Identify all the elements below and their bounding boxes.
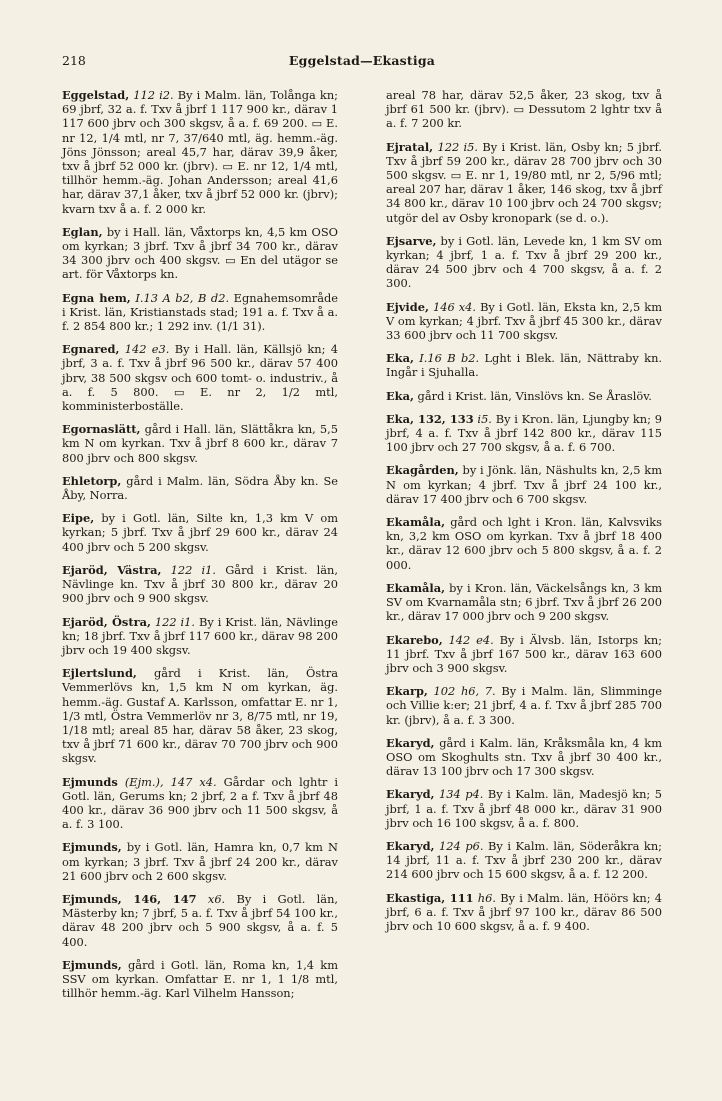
entry-headword: Eggelstad, <box>62 88 130 102</box>
entry-map-reference: 102 h6, 7. <box>433 684 496 699</box>
dictionary-entry <box>386 412 662 455</box>
dictionary-entry <box>62 840 338 883</box>
entry-headword: Ehletorp, <box>62 473 122 488</box>
entry-text: By i Hall. län, Källsjö kn; 4 jbrf, 3 a. f. Txv å jbrf 96 500 kr., därav 57 400 jbrv, 38 500 skgsv och 600 tomt- o. industriv., å a. f. 5 800. ▭ E. nr 2, 1/2 mtl, komministerboställe. <box>62 342 338 414</box>
dictionary-entry <box>386 351 662 379</box>
entry-text: By i Kalm. län, Madesjö kn; 5 jbrf, 1 a. f. Txv å jbrf 48 000 kr., därav 31 900 jbrv och 16 100 skgsv, å a. f. 800. <box>386 787 662 830</box>
dictionary-entry <box>386 234 662 291</box>
entry-text: By i Malm. län, Höörs kn; 4 jbrf, 6 a. f. Txv å jbrf 97 100 kr., därav 86 500 jbrv och 10 600 skgsv, å a. f. 9 400. <box>386 890 663 933</box>
entry-text: By i Kron. län, Ljungby kn; 9 jbrf, 4 a. f. Txv å jbrf 142 800 kr., därav 115 100 jbrv och 27 700 skgsv, å a. f. 6 700. <box>386 411 662 455</box>
dictionary-entry <box>62 563 338 606</box>
entry-text: by i Gotl. län, Silte kn, 1,3 km V om kyrkan; 5 jbrf. Txv å jbrf 29 600 kr., därav 24 400 jbrv och 5 200 skgsv. <box>62 511 338 554</box>
entry-headword: Ejmunds, <box>62 840 122 855</box>
entry-headword: Eipe, <box>62 511 95 526</box>
dictionary-entry <box>62 225 338 282</box>
dictionary-entry <box>386 389 662 403</box>
entry-headword: Ekaryd, <box>386 735 435 750</box>
entry-text: gård i Kalm. län, Kråksmåla kn, 4 km OSO om Skoghults stn. Txv å jbrf 30 400 kr., därav 13 100 jbrv och 17 300 skgsv. <box>386 735 662 779</box>
dictionary-entry <box>62 422 338 465</box>
dictionary-entry <box>386 140 662 225</box>
entry-headword: Ejmunds, <box>62 957 122 972</box>
entry-map-reference: 122 i5. <box>437 139 479 154</box>
dictionary-entry <box>62 615 338 658</box>
entry-headword: Ejaröd, Östra, <box>62 614 151 629</box>
dictionary-entry <box>386 463 662 506</box>
entry-map-reference: 146 x4. <box>432 299 477 314</box>
entry-headword: Ekarp, <box>386 684 428 699</box>
entry-map-reference: 142 e3. <box>124 342 170 357</box>
entry-map-reference: 142 e4. <box>448 632 494 647</box>
entry-headword: Egna hem, <box>62 290 131 305</box>
dictionary-entry <box>386 581 662 624</box>
entry-text: by i Jönk. län, Näshults kn, 2,5 km N om kyrkan; 4 jbrf. Txv å jbrf 24 100 kr., därav 17 400 jbrv och 6 700 skgsv. <box>386 463 662 506</box>
entry-headword: Eka, 132, 133 <box>386 411 474 426</box>
entry-text: By i Älvsb. län, Istorps kn; 11 jbrf. Txv å jbrf 167 500 kr., därav 163 600 jbrv och 3 900 skgsv. <box>386 632 662 675</box>
entry-headword: Ekaryd, <box>386 787 435 802</box>
entry-text: gård i Krist. län, Vinslövs kn. Se Åraslöv. <box>417 388 652 403</box>
entry-headword: Ekagården, <box>386 463 459 478</box>
dictionary-entry <box>386 633 662 676</box>
entry-text: By i Gotl. län, Mästerby kn; 7 jbrf, 5 a. f. Txv å jbrf 54 100 kr., därav 48 200 jbrv och 5 900 skgsv, å a. f. 5 400. <box>62 891 339 949</box>
entry-text: By i Gotl. län, Eksta kn, 2,5 km V om kyrkan; 4 jbrf. Txv å jbrf 45 300 kr., därav 33 600 jbrv och 11 700 skgsv. <box>386 299 662 343</box>
entry-text: by i Kron. län, Väckelsångs kn, 3 km SV om Kvarnamåla stn; 6 jbrf. Txv å jbrf 26 200 kr., därav 17 000 jbrv och 9 200 skgsv. <box>386 580 662 624</box>
entry-headword: Ejmunds, 146, 147 <box>62 891 197 906</box>
entry-text: By i Kalm. län, Söderåkra kn; 14 jbrf, 11 a. f. Txv å jbrf 230 200 kr., därav 214 600 jbrv och 15 600 skgsv, å a. f. 12 200. <box>386 838 662 882</box>
dictionary-entry <box>386 839 662 882</box>
dictionary-entry <box>62 291 338 334</box>
entry-map-reference: I.16 B b2. <box>419 351 480 366</box>
entry-map-reference: 122 i1. <box>154 614 196 629</box>
entry-map-reference: h6. <box>477 890 497 905</box>
entry-text: by i Gotl. län, Levede kn, 1 km SV om kyrkan; 4 jbrf, 1 a. f. Txv å jbrf 29 200 kr., därav 24 500 jbrv och 4 700 skgsv, å a. f. 2 300. <box>386 233 662 291</box>
entry-text: Egnahemsområde i Krist. län, Kristianstads stad; 191 a. f. Txv å a. f. 2 854 800 kr.; 1 292 inv. (1/1 31). <box>62 290 339 334</box>
running-head: Eggelstad—Ekastiga <box>288 53 436 68</box>
left-column <box>62 88 338 1009</box>
dictionary-entry <box>62 775 338 832</box>
entry-text: gård i Krist. län, Östra Vemmerlövs kn, 1,5 km N om kyrkan, äg. hemm.-äg. Gustaf A. Karlsson, omfattar E. nr 1, 1/3 mtl, Östra Vemmerlöv nr 3, 8/75 mtl, nr 19, 1/18 mtl; areal 85 har, därav 58 åker, 23 skog, txv å jbrf 71 600 kr., därav 70 700 jbrv och 900 skgsv. <box>62 666 338 766</box>
entry-headword: Ejaröd, Västra, <box>62 562 162 577</box>
dictionary-entry <box>62 511 338 554</box>
dictionary-entry <box>62 474 338 502</box>
entry-text: gård i Hall. län, Slättåkra kn, 5,5 km N om kyrkan. Txv å jbrf 8 600 kr., därav 7 800 jbrv och 800 skgsv. <box>62 422 338 465</box>
dictionary-entry <box>386 684 662 727</box>
dictionary-entry <box>62 892 338 949</box>
dictionary-entry <box>386 88 662 131</box>
dictionary-entry <box>62 88 338 216</box>
page-number: 218 <box>62 53 86 68</box>
entry-text: by i Gotl. län, Hamra kn, 0,7 km N om kyrkan; 3 jbrf. Txv å jbrf 24 200 kr., därav 21 600 jbrv och 2 600 skgsv. <box>62 840 338 883</box>
entry-headword: Egornaslätt, <box>62 422 141 437</box>
dictionary-entry <box>386 515 662 572</box>
dictionary-entry <box>386 736 662 779</box>
entry-headword: Eka, <box>386 388 414 403</box>
entry-map-reference: x6. <box>207 891 226 906</box>
entry-text: gård i Gotl. län, Roma kn, 1,4 km SSV om kyrkan. Omfattar E. nr 1, 1 1/8 mtl, tillhör hemm.-äg. Karl Vilhelm Hansson; <box>62 957 338 1001</box>
entry-headword: Ejratal, <box>386 139 434 154</box>
entry-text: areal 78 har, därav 52,5 åker, 23 skog, txv å jbrf 61 500 kr. (jbrv). ▭ Dessutom 2 lghtr txv å a. f. 7 200 kr. <box>386 88 662 131</box>
entry-headword: Ejvide, <box>386 299 429 314</box>
dictionary-entry <box>386 787 662 830</box>
entry-text: By i Krist. län, Nävlinge kn; 18 jbrf. Txv å jbrf 117 600 kr., därav 98 200 jbrv och 19 400 skgsv. <box>62 614 339 657</box>
entry-text: By i Malm. län, Tolånga kn; 69 jbrf, 32 a. f. Txv å jbrf 1 117 900 kr., därav 1 117 600 jbrv och 300 skgsv, å a. f. 69 200. ▭ E. nr 12, 1/4 mtl, nr 7, 37/640 mtl, äg. hemm.-äg. Jöns Jönsson; areal 45,7 har, därav 39,9 åker, txv å jbrf 52 000 kr. (jbrv). ▭ E. nr 12, 1/4 mtl, tillhör hemm.-äg. Johan Andersson; areal 41,6 har, därav 37,1 åker, txv å jbrf 52 000 kr. (jbrv); kvarn txv å a. f. 2 000 kr. <box>62 88 338 216</box>
entry-map-reference: 112 i2. <box>133 88 174 102</box>
entry-text: by i Hall. län, Våxtorps kn, 4,5 km OSO om kyrkan; 3 jbrf. Txv å jbrf 34 700 kr., därav 34 300 jbrv och 400 skgsv. ▭ En del utägor se art. för Våxtorps kn. <box>62 224 338 282</box>
entry-text: Lght i Blek. län, Nättraby kn. Ingår i Sjuhalla. <box>386 351 663 380</box>
entry-headword: Ekamåla, <box>386 515 446 530</box>
entry-text: Gårdar och lghtr i Gotl. län, Gerums kn; 2 jbrf, 2 a f. Txv å jbrf 48 400 kr., därav 36 900 jbrv och 11 500 skgsv, å a. f. 3 100. <box>62 774 339 832</box>
entry-map-reference: I.13 A b2, B d2. <box>135 290 230 305</box>
dictionary-entry <box>62 666 338 765</box>
entry-headword: Ekamåla, <box>386 580 446 595</box>
right-column <box>386 88 662 942</box>
entry-headword: Ekastiga, 111 <box>386 890 474 905</box>
entry-map-reference: 122 i1. <box>170 562 217 577</box>
entry-map-reference: 124 p6. <box>439 838 484 853</box>
entry-headword: Eka, <box>386 351 414 366</box>
entry-headword: Ejmunds <box>62 774 118 789</box>
page-header <box>62 53 662 71</box>
entry-headword: Ekaryd, <box>386 838 435 853</box>
entry-headword: Ekarebo, <box>386 632 443 647</box>
entry-text: gård i Malm. län, Södra Åby kn. Se Åby, Norra. <box>62 473 338 503</box>
entry-map-reference: i5. <box>477 411 492 426</box>
dictionary-entry <box>62 958 338 1001</box>
entry-headword: Ejsarve, <box>386 233 437 248</box>
entry-map-reference: (Ejm.), 147 x4. <box>124 774 217 789</box>
entry-headword: Ejlertslund, <box>62 666 137 681</box>
entry-text: By i Krist. län, Osby kn; 5 jbrf. Txv å jbrf 59 200 kr., därav 28 700 jbrv och 30 500 skgsv. ▭ E. nr 1, 19/80 mtl, nr 2, 5/96 mtl; areal 207 har, därav 1 åker, 146 skog, txv å jbrf 34 800 kr., därav 10 100 jbrv och 24 700 skgsv; utgör del av Osby kronopark (se d. o.). <box>386 139 663 225</box>
entry-headword: Egnared, <box>62 342 120 357</box>
entry-headword: Eglan, <box>62 224 103 239</box>
entry-text: gård och lght i Kron. län, Kalvsviks kn, 3,2 km OSO om kyrkan. Txv å jbrf 18 400 kr., därav 12 600 jbrv och 5 800 skgsv, å a. f. 2 000. <box>386 515 662 572</box>
dictionary-entry <box>62 342 338 413</box>
entry-map-reference: 134 p4. <box>439 787 484 802</box>
entry-text: Gård i Krist. län, Nävlinge kn. Txv å jbrf 30 800 kr., därav 20 900 jbrv och 9 900 skgsv. <box>62 562 338 606</box>
entry-text: By i Malm. län, Slimminge och Villie k:er; 21 jbrf, 4 a. f. Txv å jbrf 285 700 kr. (jbrv), å a. f. 3 300. <box>386 684 662 727</box>
dictionary-entry <box>386 891 662 934</box>
dictionary-entry <box>386 300 662 343</box>
